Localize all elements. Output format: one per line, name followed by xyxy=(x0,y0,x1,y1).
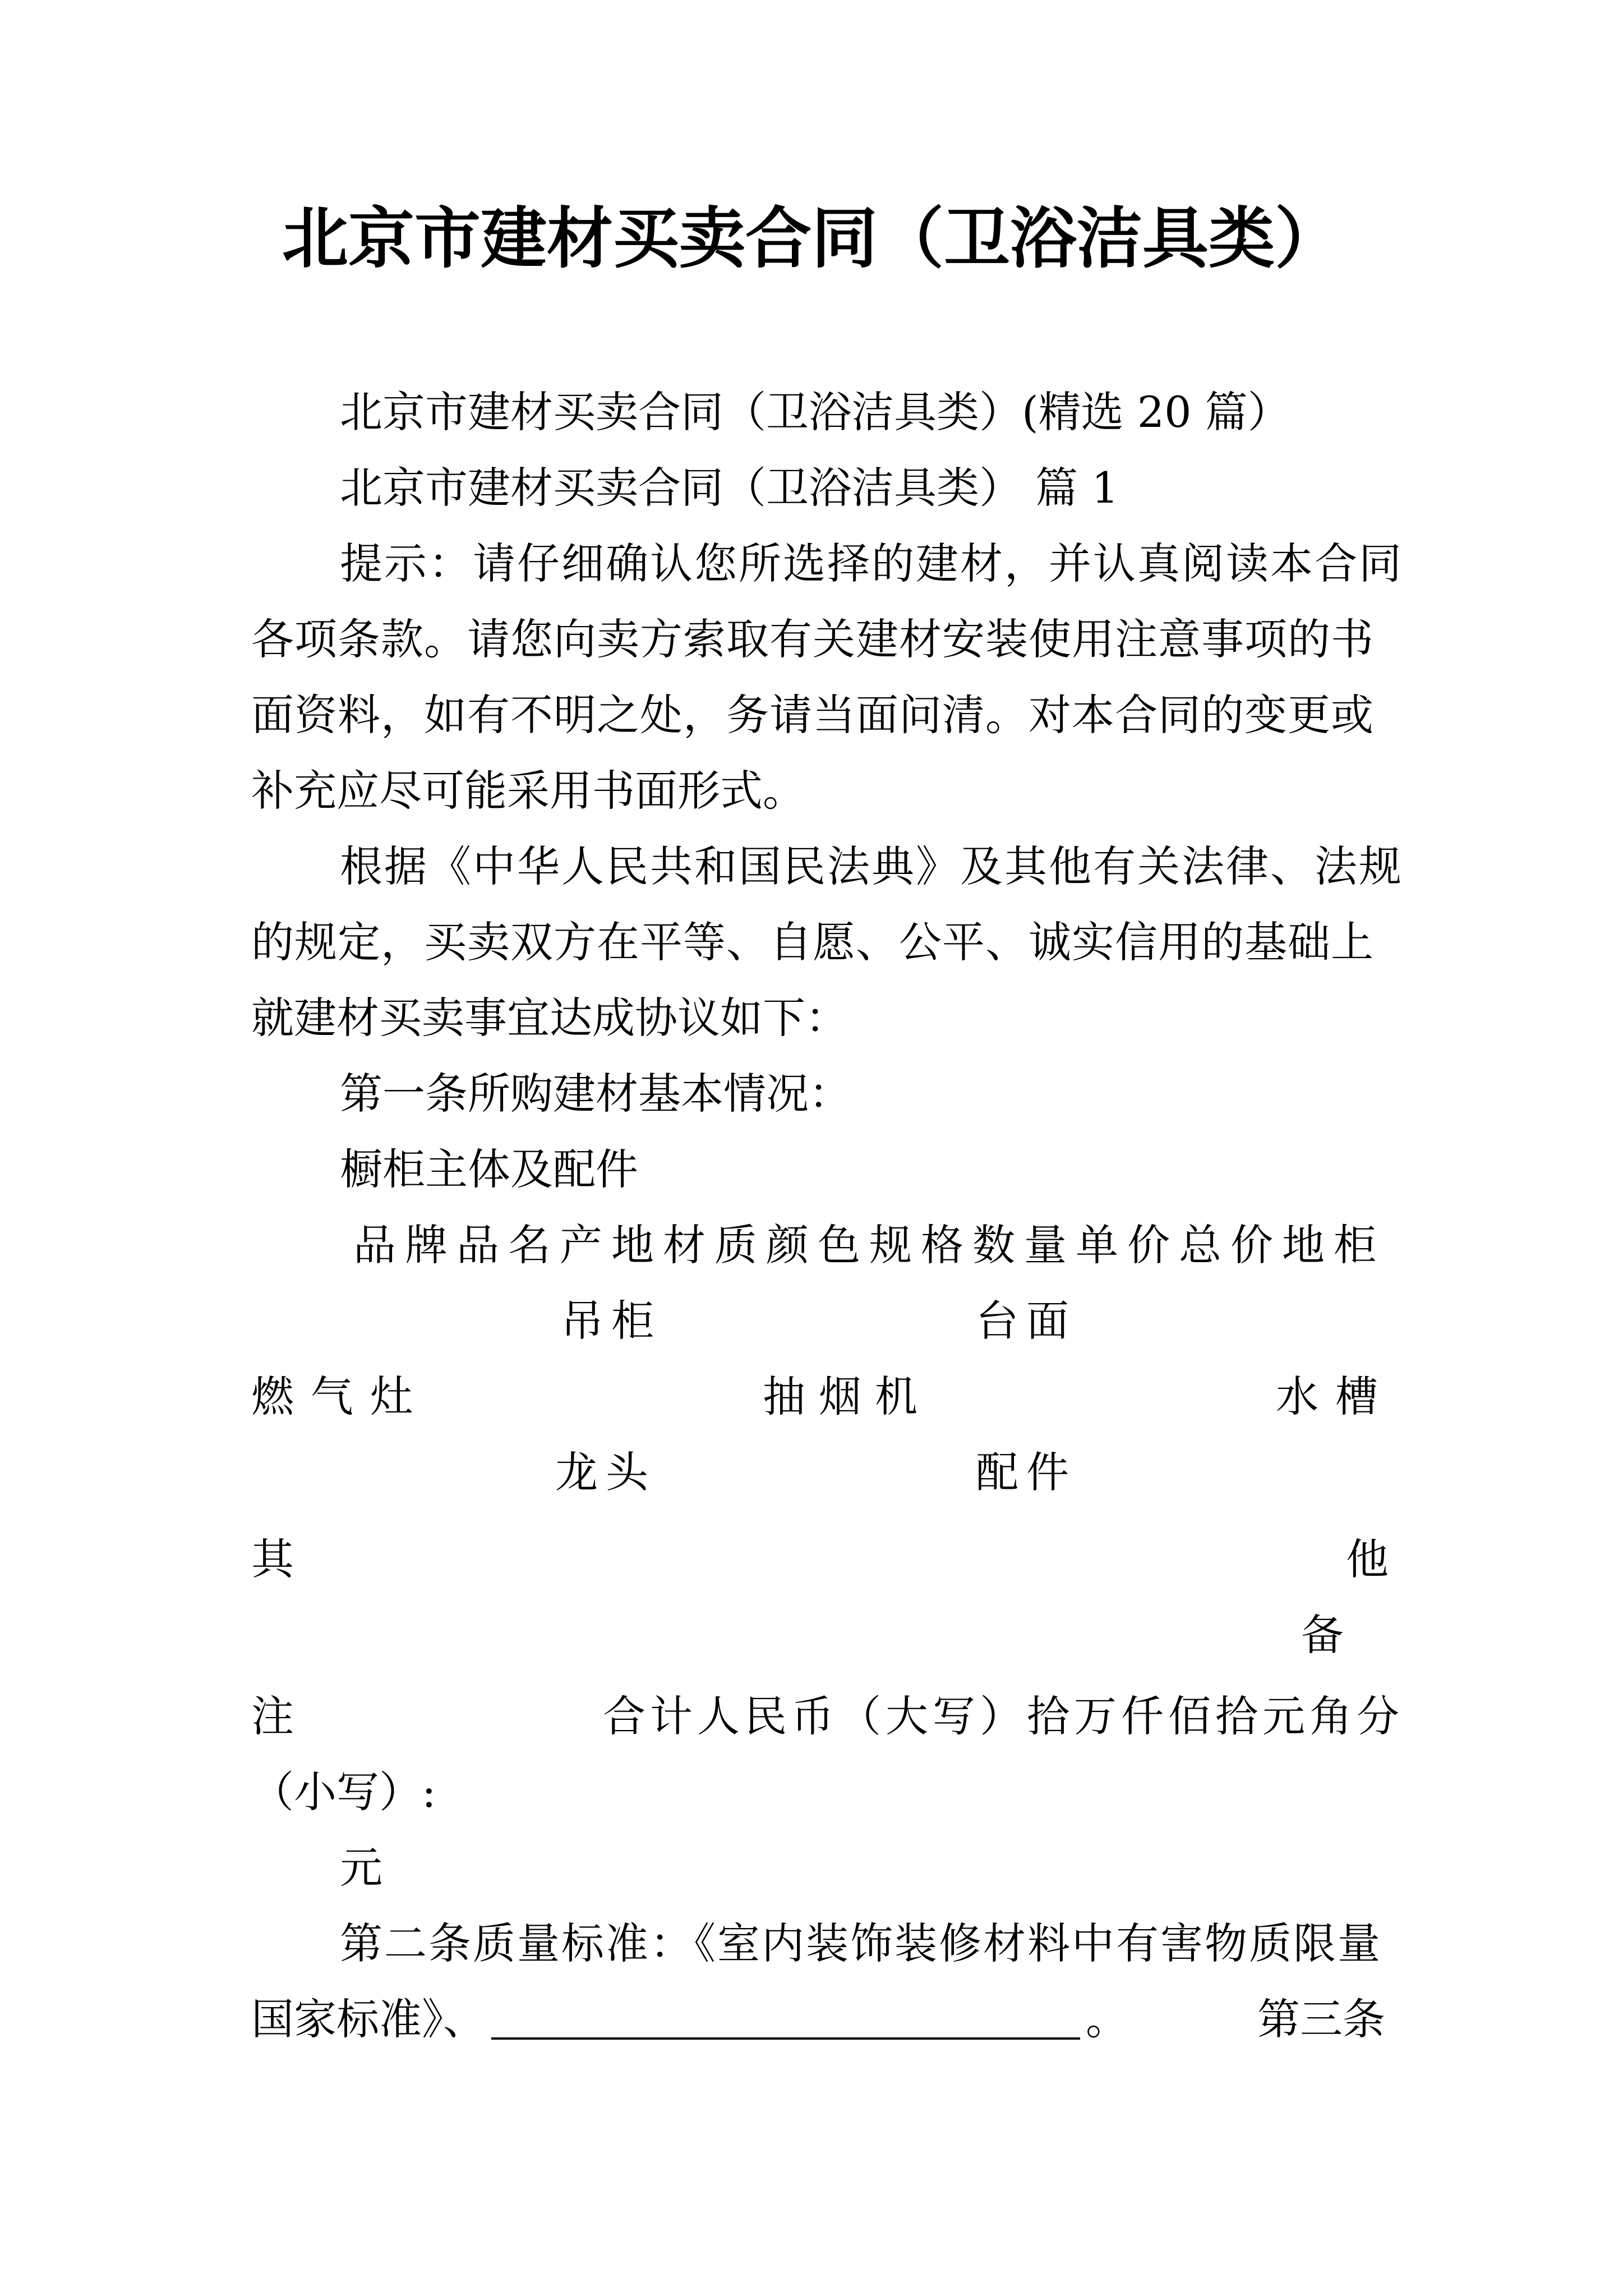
table-cell: 他 xyxy=(1346,1534,1389,1584)
paragraph-line: 面资料，如有不明之处，务请当面问清。对本合同的变更或 xyxy=(251,690,1374,740)
clause-heading: 第一条所购建材基本情况： xyxy=(340,1069,851,1119)
table-cell: 抽烟机 xyxy=(763,1372,931,1421)
table-caption: 橱柜主体及配件 xyxy=(340,1144,638,1194)
table-cell: 备 xyxy=(1301,1610,1344,1660)
paragraph-line: 根据《中华人民共和国民法典》及其他有关法律、法规 xyxy=(340,841,1403,891)
table-cell: 燃气灶 xyxy=(251,1372,430,1421)
fill-in-blank xyxy=(491,1993,1080,2040)
period-mark: 。 xyxy=(1086,1994,1128,2044)
currency-unit: 元 xyxy=(340,1843,382,1893)
total-amount-line: 合计人民币（大写）拾万仟佰拾元角分 xyxy=(603,1691,1404,1741)
table-cell: 龙头 xyxy=(555,1447,656,1497)
section-heading: 北京市建材买卖合同（卫浴洁具类） 篇 1 xyxy=(340,463,1119,513)
standard-label: 国家标准》、 xyxy=(251,1994,486,2044)
table-cell: 注 xyxy=(251,1691,294,1741)
paragraph-line xyxy=(251,1991,1128,2047)
table-cell: 其 xyxy=(251,1534,294,1584)
document-title: 北京市建材买卖合同（卫浴洁具类） xyxy=(282,199,1341,277)
amount-lowercase-label: （小写）: xyxy=(251,1767,436,1817)
table-cell: 台面 xyxy=(976,1296,1077,1346)
paragraph-line: 的规定，买卖双方在平等、自愿、公平、诚实信用的基础上 xyxy=(251,917,1374,967)
paragraph-line: 各项条款。请您向卖方索取有关建材安装使用注意事项的书 xyxy=(251,614,1374,664)
paragraph-line: 就建材买卖事宜达成协议如下： xyxy=(251,993,848,1043)
clause-heading: 第二条质量标准：《室内装饰装修材料中有害物质限量 xyxy=(340,1918,1382,1968)
paragraph-line: 补充应尽可能采用书面形式。 xyxy=(251,766,805,816)
paragraph-line: 提示：请仔细确认您所选择的建材，并认真阅读本合同 xyxy=(340,539,1403,588)
table-cell: 配件 xyxy=(976,1447,1077,1497)
subtitle-line: 北京市建材买卖合同（卫浴洁具类）(精选 20 篇） xyxy=(340,387,1290,437)
clause-heading: 第三条 xyxy=(1257,1994,1385,2044)
table-cell: 吊柜 xyxy=(561,1296,662,1346)
table-cell: 水槽 xyxy=(1276,1372,1395,1421)
table-header-row: 品牌品名产地材质颜色规格数量单价总价地柜 xyxy=(353,1220,1385,1270)
